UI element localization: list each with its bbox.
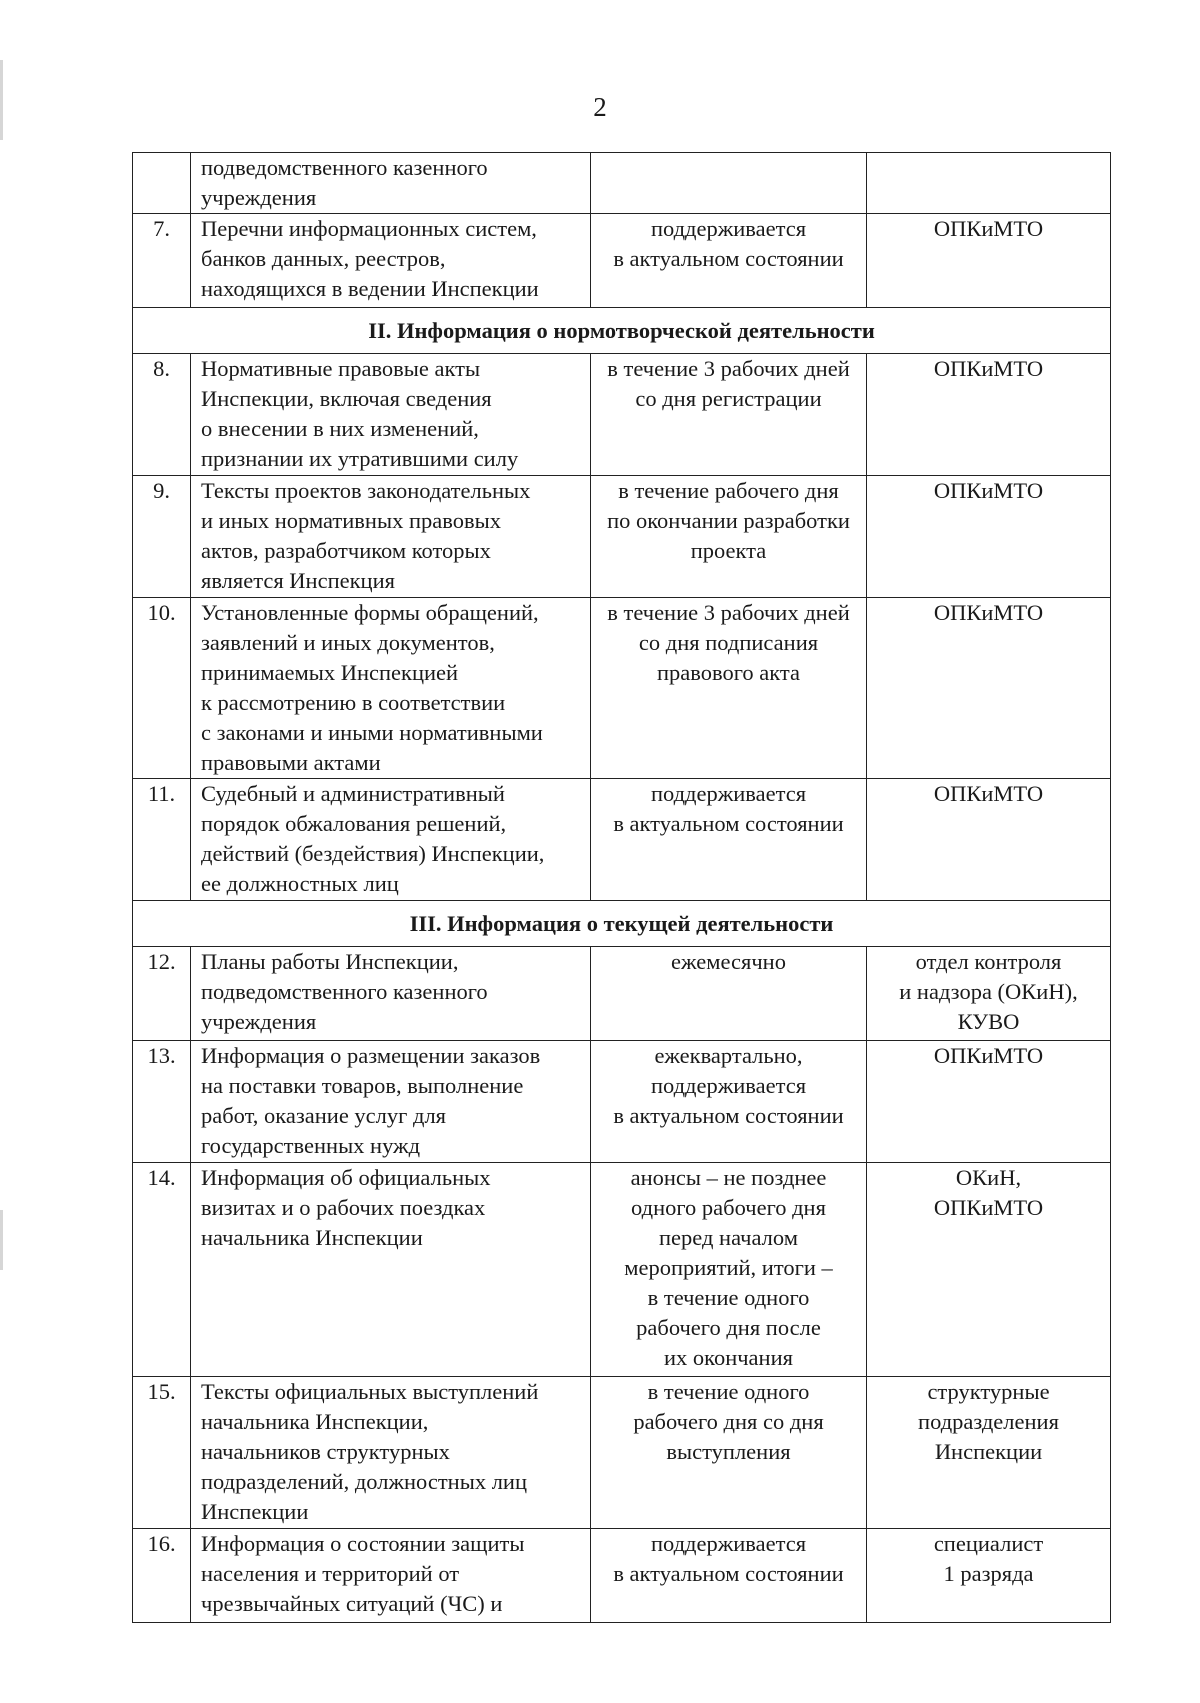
responsible-unit: ОПКиМТО <box>867 1041 1111 1163</box>
info-item: Тексты проектов законодательных и иных нормативных правовых актов, разработчиком которых является Инспекция <box>191 476 591 598</box>
table-row <box>133 1529 1111 1623</box>
info-item: Информация об официальных визитах и о рабочих поездках начальника Инспекции <box>191 1163 591 1377</box>
row-number: 11. <box>133 779 191 901</box>
row-number: 12. <box>133 947 191 1041</box>
info-item: Перечни информационных систем, банков данных, реестров, находящихся в ведении Инспекции <box>191 214 591 308</box>
info-item: Информация о размещении заказов на поставки товаров, выполнение работ, оказание услуг для государственных нужд <box>191 1041 591 1163</box>
update-term: в течение 3 рабочих дней со дня подписания правового акта <box>591 598 867 779</box>
table-row <box>133 153 1111 214</box>
table-row <box>133 214 1111 308</box>
update-term: анонсы – не позднее одного рабочего дня перед началом мероприятий, итоги – в течение одного рабочего дня после их окончания <box>591 1163 867 1377</box>
row-number: 16. <box>133 1529 191 1623</box>
row-number: 10. <box>133 598 191 779</box>
scan-edge-mark <box>0 1210 3 1270</box>
table-row <box>133 1041 1111 1163</box>
section-title: II. Информация о нормотворческой деятельности <box>133 308 1111 354</box>
responsible-unit: ОПКиМТО <box>867 779 1111 901</box>
table-row <box>133 779 1111 901</box>
responsible-unit: ОПКиМТО <box>867 354 1111 476</box>
update-term: ежеквартально, поддерживается в актуальном состоянии <box>591 1041 867 1163</box>
responsible-unit: ОПКиМТО <box>867 476 1111 598</box>
responsible-unit <box>867 153 1111 214</box>
update-term: в течение одного рабочего дня со дня выступления <box>591 1377 867 1529</box>
row-number: 8. <box>133 354 191 476</box>
section-header-row <box>133 308 1111 354</box>
section-header-row <box>133 901 1111 947</box>
info-item: Информация о состоянии защиты населения и территорий от чрезвычайных ситуаций (ЧС) и <box>191 1529 591 1623</box>
disclosure-table <box>132 152 1111 1623</box>
table-row <box>133 947 1111 1041</box>
responsible-unit: ОКиН, ОПКиМТО <box>867 1163 1111 1377</box>
update-term: в течение 3 рабочих дней со дня регистрации <box>591 354 867 476</box>
responsible-unit: отдел контроля и надзора (ОКиН), КУВО <box>867 947 1111 1041</box>
row-number: 14. <box>133 1163 191 1377</box>
update-term: поддерживается в актуальном состоянии <box>591 779 867 901</box>
update-term: в течение рабочего дня по окончании разработки проекта <box>591 476 867 598</box>
responsible-unit: структурные подразделения Инспекции <box>867 1377 1111 1529</box>
row-number: 7. <box>133 214 191 308</box>
info-item: Нормативные правовые акты Инспекции, включая сведения о внесении в них изменений, признании их утратившими силу <box>191 354 591 476</box>
table-row <box>133 1163 1111 1377</box>
table-row <box>133 476 1111 598</box>
update-term: поддерживается в актуальном состоянии <box>591 1529 867 1623</box>
table-body <box>133 153 1111 1623</box>
row-number: 13. <box>133 1041 191 1163</box>
info-item: Планы работы Инспекции, подведомственного казенного учреждения <box>191 947 591 1041</box>
update-term: ежемесячно <box>591 947 867 1041</box>
responsible-unit: ОПКиМТО <box>867 598 1111 779</box>
info-item: подведомственного казенного учреждения <box>191 153 591 214</box>
section-title: III. Информация о текущей деятельности <box>133 901 1111 947</box>
update-term: поддерживается в актуальном состоянии <box>591 214 867 308</box>
table-row <box>133 354 1111 476</box>
table-row <box>133 598 1111 779</box>
update-term <box>591 153 867 214</box>
info-item: Тексты официальных выступлений начальника Инспекции, начальников структурных подразделений, должностных лиц Инспекции <box>191 1377 591 1529</box>
responsible-unit: специалист 1 разряда <box>867 1529 1111 1623</box>
page-number: 2 <box>593 92 607 122</box>
info-item: Установленные формы обращений, заявлений и иных документов, принимаемых Инспекцией к рассмотрению в соответствии с законами и иными нормативными правовыми актами <box>191 598 591 779</box>
info-item: Судебный и административный порядок обжалования решений, действий (бездействия) Инспекции, ее должностных лиц <box>191 779 591 901</box>
responsible-unit: ОПКиМТО <box>867 214 1111 308</box>
row-number: 15. <box>133 1377 191 1529</box>
table-row <box>133 1377 1111 1529</box>
row-number <box>133 153 191 214</box>
row-number: 9. <box>133 476 191 598</box>
